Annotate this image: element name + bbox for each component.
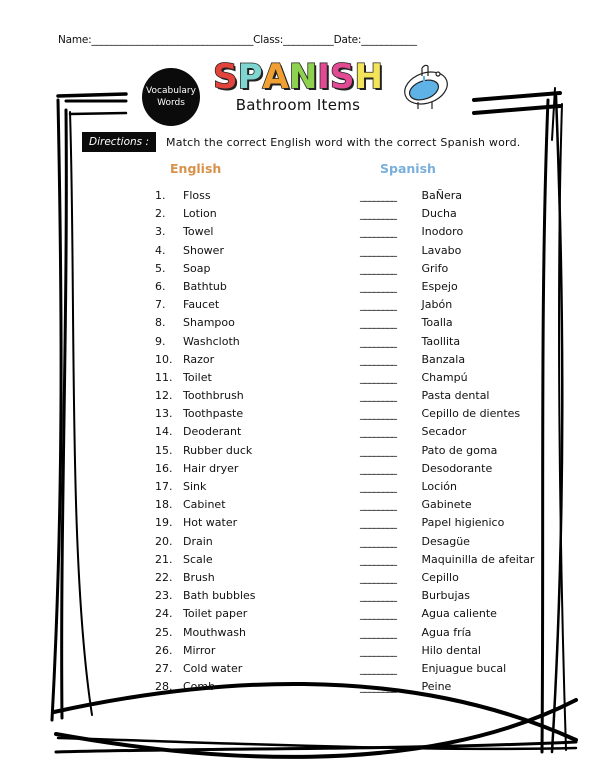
list-item xyxy=(360,496,534,514)
answer-blank[interactable]: ________ xyxy=(360,643,396,657)
list-item xyxy=(360,278,534,296)
item-number: 19. xyxy=(155,516,173,530)
item-number: 12. xyxy=(155,389,173,403)
answer-blank[interactable]: ________ xyxy=(360,225,396,239)
answer-blank[interactable]: ________ xyxy=(360,207,396,221)
item-number: 22. xyxy=(155,570,173,584)
name-field[interactable]: Name:________________________________ xyxy=(58,34,254,46)
answer-blank[interactable]: ________ xyxy=(360,261,396,275)
title-letter: H xyxy=(354,57,383,97)
title-block xyxy=(208,58,388,114)
english-word: Razor xyxy=(183,352,215,366)
spanish-word: Papel higienico xyxy=(421,516,505,530)
list-item xyxy=(360,533,534,551)
answer-blank[interactable]: ________ xyxy=(360,570,396,584)
answer-blank[interactable]: ________ xyxy=(360,425,396,439)
english-word: Mouthwash xyxy=(183,625,246,639)
answer-blank[interactable]: ________ xyxy=(360,443,396,457)
vocabulary-words-badge xyxy=(142,68,200,126)
list-item xyxy=(155,223,256,241)
header-line xyxy=(58,34,548,46)
english-word: Mirror xyxy=(183,643,216,657)
item-number: 17. xyxy=(155,480,173,493)
item-number: 13. xyxy=(155,407,173,421)
directions-text: Match the correct English word with the correct Spanish word. xyxy=(166,135,521,149)
answer-blank[interactable]: ________ xyxy=(360,589,396,603)
list-item xyxy=(360,678,534,696)
spanish-word: Burbujas xyxy=(421,589,471,603)
directions-label: Directions : xyxy=(82,132,156,152)
list-item xyxy=(155,587,256,605)
list-item xyxy=(360,242,534,260)
title-letter: I xyxy=(317,57,330,97)
list-item xyxy=(360,187,534,205)
list-item xyxy=(155,460,256,478)
answer-blank[interactable]: ________ xyxy=(360,552,396,566)
item-number: 25. xyxy=(155,625,173,639)
list-item xyxy=(360,569,534,587)
spanish-word: Desagüe xyxy=(421,534,470,548)
spanish-word: Gabinete xyxy=(421,498,472,512)
english-word: Shower xyxy=(183,243,224,257)
answer-blank[interactable]: ________ xyxy=(360,243,396,257)
spanish-word: Pasta dental xyxy=(421,389,490,403)
list-item xyxy=(360,223,534,241)
item-number: 3. xyxy=(155,225,166,239)
item-number: 23. xyxy=(155,589,173,603)
spanish-word: Taollita xyxy=(421,334,461,348)
english-word: Hair dryer xyxy=(183,461,239,475)
list-item xyxy=(360,387,534,405)
list-item xyxy=(155,496,256,514)
spanish-word: Maquinilla de afeitar xyxy=(421,552,535,566)
spanish-column-header: Spanish xyxy=(380,161,436,176)
answer-blank[interactable]: ________ xyxy=(360,516,396,530)
item-number: 14. xyxy=(155,425,173,439)
list-item xyxy=(360,660,534,678)
list-item xyxy=(155,187,256,205)
english-word: Brush xyxy=(183,570,215,584)
subtitle: Bathroom Items xyxy=(235,96,361,114)
answer-blank[interactable]: ________ xyxy=(360,534,396,548)
list-item xyxy=(155,333,256,351)
answer-blank[interactable]: ________ xyxy=(360,279,396,293)
list-item xyxy=(155,260,256,278)
answer-blank[interactable]: ________ xyxy=(360,680,396,694)
spanish-word: Hilo dental xyxy=(421,643,481,657)
spanish-word: Jabón xyxy=(421,298,453,312)
list-item xyxy=(155,533,256,551)
list-item xyxy=(155,642,256,660)
list-item xyxy=(155,351,256,369)
list-item xyxy=(360,624,534,642)
spanish-word: Desodorante xyxy=(421,461,493,475)
english-word: Soap xyxy=(183,261,211,275)
answer-blank[interactable]: ________ xyxy=(360,498,396,512)
directions xyxy=(82,132,520,152)
list-item xyxy=(360,514,534,532)
badge-line-2: Words xyxy=(157,98,185,108)
item-number: 8. xyxy=(155,316,166,330)
list-item xyxy=(155,624,256,642)
item-number: 18. xyxy=(155,498,173,512)
english-word: Comb xyxy=(183,680,216,694)
list-item xyxy=(360,351,534,369)
item-number: 16. xyxy=(155,461,173,475)
english-word: Toilet paper xyxy=(183,607,248,621)
list-item xyxy=(360,333,534,351)
list-item xyxy=(155,660,256,678)
answer-blank[interactable]: ________ xyxy=(360,334,396,348)
english-word: Floss xyxy=(183,189,211,202)
item-number: 2. xyxy=(155,207,166,221)
spanish-word-list xyxy=(360,187,534,696)
item-number: 11. xyxy=(155,370,173,384)
item-number: 7. xyxy=(155,298,166,312)
item-number: 24. xyxy=(155,607,173,621)
list-item xyxy=(155,569,256,587)
spanish-word: Cepillo de dientes xyxy=(421,407,521,421)
answer-blank[interactable]: ________ xyxy=(360,480,396,493)
english-word: Towel xyxy=(183,225,214,239)
list-item xyxy=(155,278,256,296)
spanish-word: Secador xyxy=(421,425,467,439)
spanish-word: Inodoro xyxy=(421,225,464,239)
english-word: Toilet xyxy=(183,370,212,384)
item-number: 6. xyxy=(155,279,166,293)
item-number: 27. xyxy=(155,661,173,675)
item-number: 9. xyxy=(155,334,166,348)
english-word: Cabinet xyxy=(183,498,226,512)
english-word: Rubber duck xyxy=(183,443,253,457)
list-item xyxy=(360,369,534,387)
list-item xyxy=(360,296,534,314)
answer-blank[interactable]: ________ xyxy=(360,316,396,330)
spanish-word: Enjuague bucal xyxy=(421,661,507,675)
english-word: Bath bubbles xyxy=(183,589,256,603)
spanish-word: Agua caliente xyxy=(421,607,497,621)
spanish-word: Banzala xyxy=(421,352,466,366)
english-word: Bathtub xyxy=(183,279,227,293)
english-word: Hot water xyxy=(183,516,238,530)
item-number: 5. xyxy=(155,261,166,275)
item-number: 20. xyxy=(155,534,173,548)
list-item xyxy=(360,405,534,423)
list-item xyxy=(155,369,256,387)
item-number: 26. xyxy=(155,643,173,657)
english-word: Toothpaste xyxy=(183,407,244,421)
answer-blank[interactable]: ________ xyxy=(360,625,396,639)
item-number: 15. xyxy=(155,443,173,457)
sink-icon xyxy=(400,62,456,110)
answer-blank[interactable]: ________ xyxy=(360,389,396,403)
spanish-word: Champú xyxy=(421,370,468,384)
list-item xyxy=(360,260,534,278)
list-item xyxy=(155,423,256,441)
english-word: Faucet xyxy=(183,298,220,312)
english-column-header: English xyxy=(170,161,222,176)
list-item xyxy=(360,605,534,623)
list-item xyxy=(155,314,256,332)
list-item xyxy=(360,551,534,569)
english-word: Sink xyxy=(183,480,207,493)
title-letter: S xyxy=(213,57,238,97)
spanish-word: Loción xyxy=(421,480,457,493)
spanish-word: BaÑera xyxy=(421,189,463,202)
item-number: 21. xyxy=(155,552,173,566)
list-item xyxy=(360,587,534,605)
title-letter: N xyxy=(288,57,318,97)
list-item xyxy=(155,242,256,260)
english-word: Toothbrush xyxy=(183,389,244,403)
english-word: Lotion xyxy=(183,207,217,221)
title-letter: A xyxy=(262,57,289,97)
item-number: 28. xyxy=(155,680,173,694)
class-field[interactable]: Class:__________ xyxy=(253,34,334,46)
spanish-word: Pato de goma xyxy=(421,443,498,457)
answer-blank[interactable]: ________ xyxy=(360,189,396,202)
spanish-word: Toalla xyxy=(421,316,453,330)
list-item xyxy=(155,514,256,532)
list-item xyxy=(155,296,256,314)
list-item xyxy=(155,442,256,460)
spanish-word: Espejo xyxy=(421,279,458,293)
item-number: 4. xyxy=(155,243,166,257)
answer-blank[interactable]: ________ xyxy=(360,352,396,366)
date-field[interactable]: Date:___________ xyxy=(333,34,417,46)
list-item xyxy=(155,678,256,696)
answer-blank[interactable]: ________ xyxy=(360,298,396,312)
title-letter: P xyxy=(237,57,263,97)
list-item xyxy=(155,387,256,405)
title-spanish xyxy=(208,58,388,96)
list-item xyxy=(155,205,256,223)
english-word: Drain xyxy=(183,534,213,548)
english-word: Deoderant xyxy=(183,425,242,439)
list-item xyxy=(155,478,256,496)
badge-line-1: Vocabulary xyxy=(146,86,196,96)
list-item xyxy=(360,478,534,496)
answer-blank[interactable]: ________ xyxy=(360,370,396,384)
list-item xyxy=(360,642,534,660)
list-item xyxy=(155,405,256,423)
english-word: Washcloth xyxy=(183,334,240,348)
spanish-word: Peine xyxy=(421,680,452,694)
spanish-word: Cepillo xyxy=(421,570,459,584)
answer-blank[interactable]: ________ xyxy=(360,461,396,475)
english-word: Scale xyxy=(183,552,213,566)
spanish-word: Lavabo xyxy=(421,243,462,257)
english-word-list xyxy=(155,187,256,696)
list-item xyxy=(360,205,534,223)
list-item xyxy=(360,423,534,441)
english-word: Shampoo xyxy=(183,316,235,330)
item-number: 10. xyxy=(155,352,173,366)
spanish-word: Agua fría xyxy=(421,625,472,639)
list-item xyxy=(360,442,534,460)
list-item xyxy=(155,605,256,623)
answer-blank[interactable]: ________ xyxy=(360,661,396,675)
answer-blank[interactable]: ________ xyxy=(360,607,396,621)
item-number: 1. xyxy=(155,189,166,202)
list-item xyxy=(360,460,534,478)
answer-blank[interactable]: ________ xyxy=(360,407,396,421)
spanish-word: Ducha xyxy=(421,207,457,221)
english-word: Cold water xyxy=(183,661,243,675)
spanish-word: Grifo xyxy=(421,261,449,275)
list-item xyxy=(360,314,534,332)
list-item xyxy=(155,551,256,569)
title-letter: S xyxy=(329,57,355,97)
